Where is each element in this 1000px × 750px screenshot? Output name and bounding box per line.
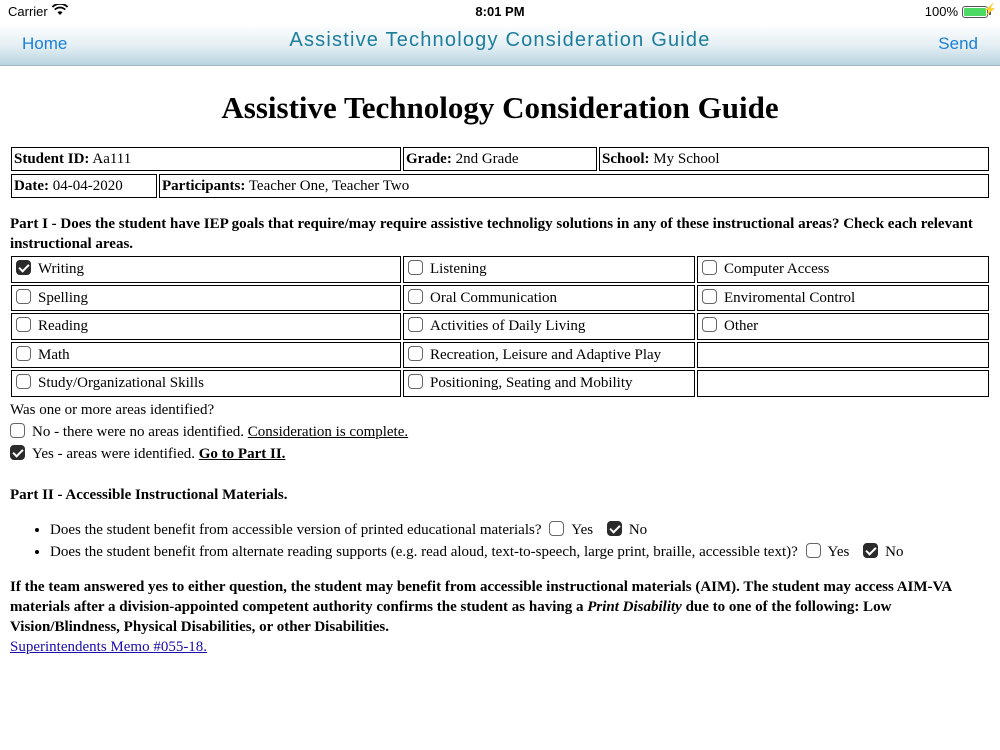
area-cell[interactable] xyxy=(11,256,401,283)
student-info-row-1 xyxy=(9,145,991,173)
student-info-row-2 xyxy=(9,172,991,200)
area-label: Enviromental Control xyxy=(724,289,856,306)
checkbox-checked-icon[interactable] xyxy=(16,260,31,275)
consideration-complete-link[interactable]: Consideration is complete. xyxy=(247,423,409,440)
area-label: Oral Communication xyxy=(430,289,558,306)
student-id-cell xyxy=(11,147,401,171)
clock: 8:01 PM xyxy=(475,4,525,19)
checkbox-checked-icon[interactable] xyxy=(10,445,25,460)
area-label: Recreation, Leisure and Adaptive Play xyxy=(430,346,662,363)
table-row xyxy=(11,256,989,283)
document-content xyxy=(10,66,990,657)
school-cell xyxy=(599,147,989,171)
page-title: Assistive Technology Consideration Guide xyxy=(221,90,779,125)
area-cell[interactable] xyxy=(403,256,695,283)
table-row xyxy=(11,370,989,397)
yes-areas-text: Yes - areas were identified. xyxy=(32,445,196,462)
instructional-areas-table xyxy=(9,254,991,399)
no-label: No xyxy=(628,521,648,538)
area-cell[interactable] xyxy=(403,342,695,369)
area-cell[interactable] xyxy=(11,342,401,369)
checkbox-icon[interactable] xyxy=(549,521,564,536)
checkbox-icon[interactable] xyxy=(408,289,423,304)
student-id-label: Student ID: xyxy=(14,150,90,167)
checkbox-checked-icon[interactable] xyxy=(607,521,622,536)
no-label: No xyxy=(885,543,904,560)
empty-cell xyxy=(697,342,989,369)
yes-label: Yes xyxy=(827,543,850,560)
area-cell[interactable] xyxy=(11,285,401,312)
superintendents-memo-link[interactable]: Superintendents Memo #055-18. xyxy=(10,638,208,655)
table-row xyxy=(11,313,989,340)
table-row xyxy=(11,342,989,369)
area-cell[interactable] xyxy=(11,370,401,397)
no-areas-text: No - there were no areas identified. xyxy=(32,423,244,440)
checkbox-icon[interactable] xyxy=(408,260,423,275)
checkbox-icon[interactable] xyxy=(16,374,31,389)
aim-statement xyxy=(10,577,990,637)
battery-percent: 100% xyxy=(924,4,958,19)
checkbox-icon[interactable] xyxy=(408,374,423,389)
home-button[interactable]: Home xyxy=(22,34,68,53)
status-bar xyxy=(0,0,1000,24)
area-label: Spelling xyxy=(38,289,89,306)
date-cell xyxy=(11,174,157,198)
area-cell[interactable] xyxy=(403,370,695,397)
list-item xyxy=(50,519,990,541)
checkbox-checked-icon[interactable] xyxy=(863,543,878,558)
checkbox-icon[interactable] xyxy=(10,423,25,438)
list-item xyxy=(50,541,990,563)
area-label: Other xyxy=(724,318,759,335)
checkbox-icon[interactable] xyxy=(702,289,717,304)
area-label: Listening xyxy=(430,261,487,278)
date-label: Date: xyxy=(14,177,49,194)
date-value: 04-04-2020 xyxy=(52,177,123,194)
area-label: Study/Organizational Skills xyxy=(38,375,204,392)
school-value: My School xyxy=(653,150,720,167)
go-to-part2-link[interactable]: Go to Part II. xyxy=(198,445,286,462)
area-cell[interactable] xyxy=(697,313,989,340)
grade-cell xyxy=(403,147,597,171)
school-label: School: xyxy=(602,150,650,167)
area-cell[interactable] xyxy=(697,285,989,312)
carrier-label: Carrier xyxy=(8,4,48,19)
yes-label: Yes xyxy=(571,521,594,538)
aim-text-2: due to one of the following: Low Vision/Blindness, Physical Disabilities, or other Disabilities. xyxy=(10,598,892,635)
checkbox-icon[interactable] xyxy=(702,317,717,332)
checkbox-icon[interactable] xyxy=(16,317,31,332)
area-label: Activities of Daily Living xyxy=(430,318,586,335)
checkbox-icon[interactable] xyxy=(806,543,821,558)
participants-cell xyxy=(159,174,989,198)
area-label: Reading xyxy=(38,318,88,335)
part2-questions xyxy=(50,519,990,563)
navigation-bar xyxy=(0,24,1000,66)
no-areas-option[interactable] xyxy=(10,421,990,443)
part2-heading: Part II - Accessible Instructional Materials. xyxy=(10,486,288,503)
area-cell[interactable] xyxy=(697,256,989,283)
grade-label: Grade: xyxy=(406,150,452,167)
areas-question: Was one or more areas identified? xyxy=(10,401,215,418)
charging-icon: ⚡ xyxy=(983,4,997,16)
yes-areas-option[interactable] xyxy=(10,443,990,465)
area-cell[interactable] xyxy=(11,313,401,340)
checkbox-icon[interactable] xyxy=(702,260,717,275)
participants-value: Teacher One, Teacher Two xyxy=(248,177,410,194)
empty-cell xyxy=(697,370,989,397)
student-id-value: Aa111 xyxy=(92,150,132,167)
student-info xyxy=(10,145,990,200)
send-button[interactable]: Send xyxy=(938,34,978,53)
checkbox-icon[interactable] xyxy=(408,317,423,332)
area-label: Computer Access xyxy=(724,261,830,278)
participants-label: Participants: xyxy=(162,177,246,194)
part1-heading: Part I - Does the student have IEP goals that require/may require assistive technoligy solutions in any of these instructional areas? Check each relevant instructional areas. xyxy=(10,216,973,252)
aim-text-1: If the team answered yes to either question, the student may benefit from accessible instructional materials (AIM). The student may access AIM-VA materials after a division-appointed competent authority confirms the student as having a xyxy=(10,578,952,615)
nav-title: Assistive Technology Consideration Guide xyxy=(289,29,711,51)
area-label: Positioning, Seating and Mobility xyxy=(430,375,633,392)
area-cell[interactable] xyxy=(403,313,695,340)
print-disability-text: Print Disability xyxy=(587,598,682,615)
checkbox-icon[interactable] xyxy=(16,346,31,361)
area-label: Math xyxy=(38,346,70,363)
question-1-text: Does the student benefit from accessible version of printed educational materials? xyxy=(50,521,542,538)
question-2-text: Does the student benefit from alternate reading supports (e.g. read aloud, text-to-speech, large print, braille, accessible text)? xyxy=(50,543,798,560)
grade-value: 2nd Grade xyxy=(455,150,519,167)
checkbox-icon[interactable] xyxy=(408,346,423,361)
area-label: Writing xyxy=(38,261,85,278)
area-cell[interactable] xyxy=(403,285,695,312)
table-row xyxy=(11,285,989,312)
checkbox-icon[interactable] xyxy=(16,289,31,304)
